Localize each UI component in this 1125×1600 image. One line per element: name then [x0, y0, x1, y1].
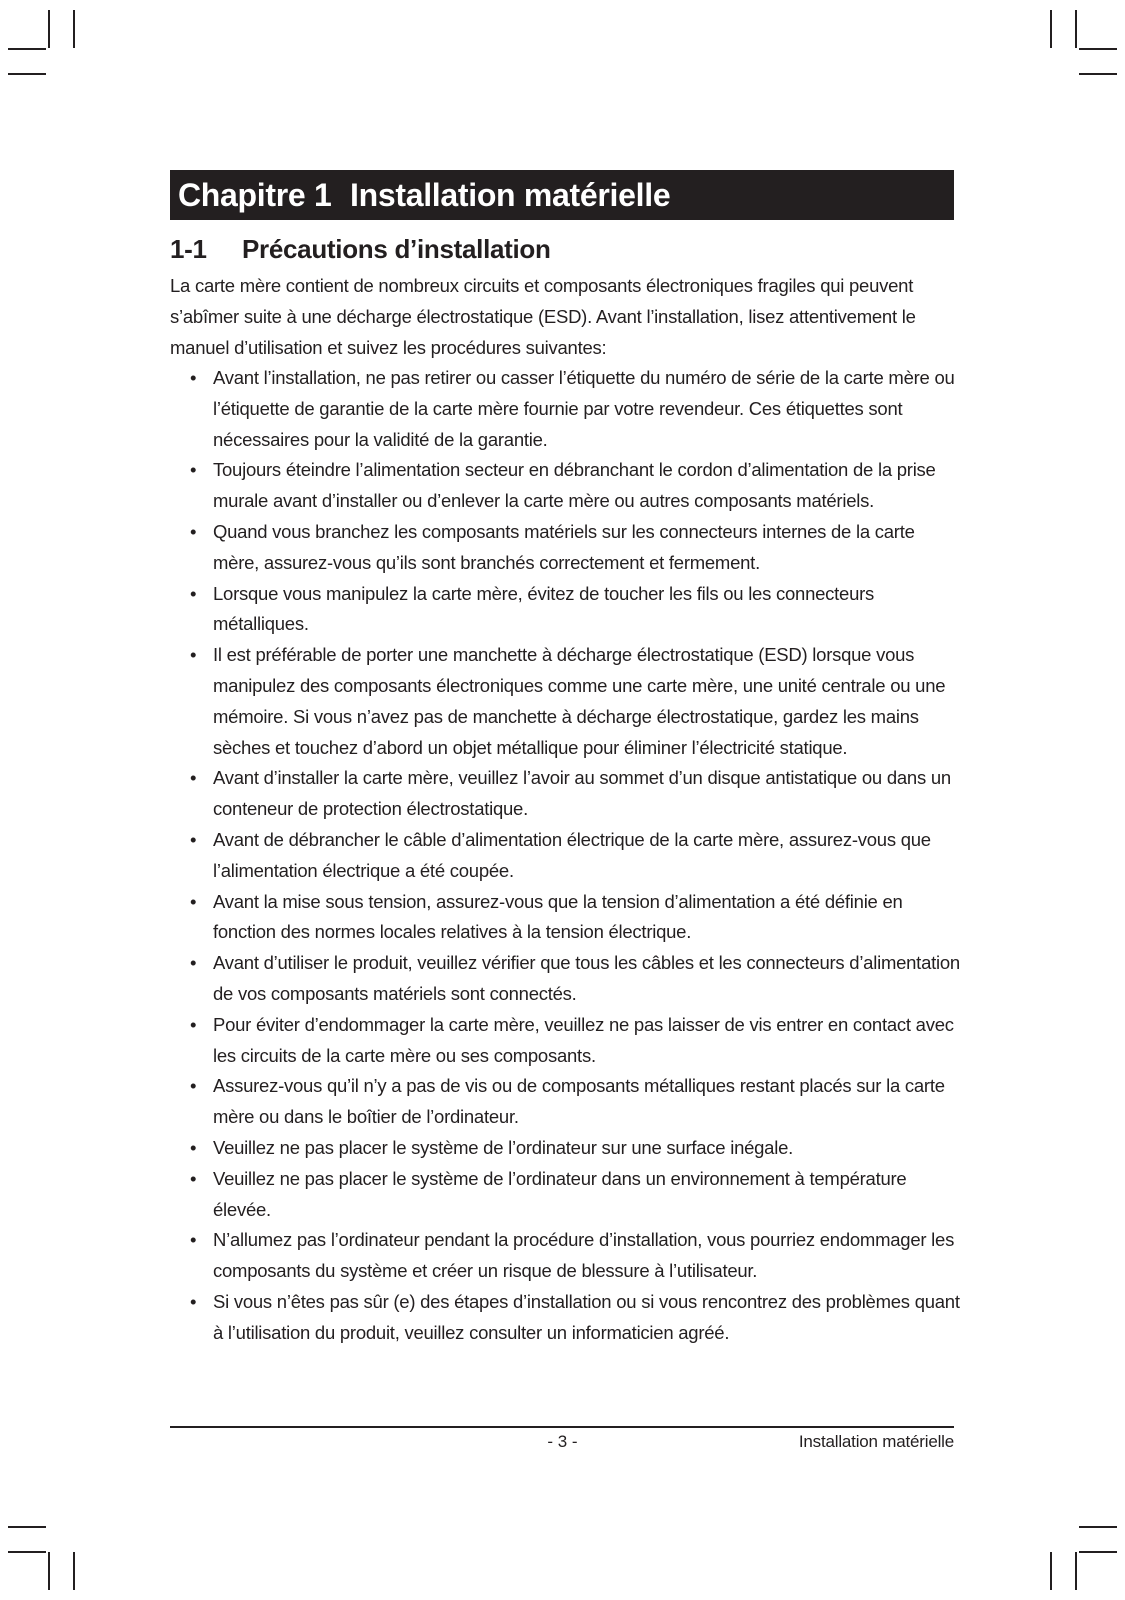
bullet-icon: •: [190, 520, 197, 542]
bullet-icon: •: [190, 1290, 197, 1312]
bullet-icon: •: [190, 1075, 197, 1097]
list-item-text: Assurez-vous qu’il n’y a pas de vis ou de composants métalliques restant placés sur la carte mère ou dans le boîtier de l’ordinateur.: [213, 1075, 945, 1128]
crop-mark: [73, 10, 75, 48]
bullet-icon: •: [190, 367, 197, 388]
list-item: [170, 1287, 960, 1349]
bullet-icon: •: [190, 890, 197, 912]
list-item-text: Avant de débrancher le câble d’alimentation électrique de la carte mère, assurez-vous que l’alimentation électrique a été coupée.: [213, 828, 931, 881]
footer-divider: [170, 1426, 954, 1428]
list-item: [170, 579, 960, 641]
list-item: [170, 825, 960, 887]
list-item: [170, 363, 960, 455]
chapter-number: Chapitre 1: [178, 176, 332, 213]
chapter-header: [170, 170, 954, 220]
bullet-icon: •: [190, 1229, 197, 1251]
bullet-icon: •: [190, 1167, 197, 1189]
crop-mark: [48, 1552, 50, 1590]
list-item: [170, 640, 960, 763]
bullet-icon: •: [190, 459, 197, 481]
bullet-icon: •: [190, 952, 197, 974]
list-item: [170, 1133, 960, 1164]
list-item-text: Quand vous branchez les composants matériels sur les connecteurs internes de la carte mère, assurez-vous qu’ils sont branchés correctement et fermement.: [213, 520, 915, 573]
list-item: [170, 517, 960, 579]
page-number: - 3 -: [547, 1432, 578, 1451]
chapter-title: Installation matérielle: [350, 176, 671, 213]
bullet-icon: •: [190, 1013, 197, 1035]
crop-mark: [1075, 1552, 1077, 1590]
list-item-text: Toujours éteindre l’alimentation secteur en débranchant le cordon d’alimentation de la prise murale avant d’installer ou d’enlever la carte mère ou autres composants matériels.: [213, 459, 936, 512]
section-title: Précautions d’installation: [242, 234, 551, 264]
crop-mark: [1079, 48, 1117, 50]
crop-mark: [8, 73, 46, 75]
list-item: [170, 887, 960, 949]
list-item-text: Avant d’installer la carte mère, veuillez l’avoir au sommet d’un disque antistatique ou dans un conteneur de protection électrostatique.: [213, 767, 951, 820]
crop-mark: [8, 1551, 46, 1553]
bullet-icon: •: [190, 828, 197, 850]
list-item: [170, 763, 960, 825]
section-number: 1-1: [170, 234, 207, 264]
list-item-text: Si vous n’êtes pas sûr (e) des étapes d’installation ou si vous rencontrez des problèmes quant à l’utilisation du produit, veuillez consulter un informaticien agréé.: [213, 1290, 960, 1343]
list-item-text: Il est préférable de porter une manchette à décharge électrostatique (ESD) lorsque vous manipulez des composants électroniques comme une carte mère, une unité centrale ou une mémoire. Si vous n’avez pas de manchette à décharge électrostatique, gardez les mains sèches et touchez d’abord un objet métallique pour éliminer l’électricité statique.: [213, 644, 946, 758]
crop-mark: [1079, 1526, 1117, 1528]
intro-paragraph: La carte mère contient de nombreux circuits et composants électroniques fragiles qui peuvent s’abîmer suite à une décharge électrostatique (ESD). Avant l’installation, lisez attentivement le manuel d’utilisation et suivez les procédures suivantes:: [170, 275, 916, 358]
list-item-text: Avant l’installation, ne pas retirer ou casser l’étiquette du numéro de série de la carte mère ou l’étiquette de garantie de la carte mère fournie par votre revendeur. Ces étiquettes sont nécessaires pour la validité de la garantie.: [213, 367, 955, 450]
list-item-text: N’allumez pas l’ordinateur pendant la procédure d’installation, vous pourriez endommager les composants du système et créer un risque de blessure à l’utilisateur.: [213, 1229, 955, 1282]
crop-mark: [1050, 10, 1052, 48]
section-heading: [170, 234, 551, 265]
crop-mark: [8, 1526, 46, 1528]
crop-mark: [48, 10, 50, 48]
bullet-icon: •: [190, 644, 197, 666]
crop-mark: [1079, 1551, 1117, 1553]
list-item-text: Pour éviter d’endommager la carte mère, veuillez ne pas laisser de vis entrer en contact avec les circuits de la carte mère ou ses composants.: [213, 1013, 954, 1066]
list-item: [170, 1225, 960, 1287]
list-item-text: Avant la mise sous tension, assurez-vous que la tension d’alimentation a été définie en fonction des normes locales relatives à la tension électrique.: [213, 890, 903, 943]
precautions-list: [170, 363, 960, 1349]
bullet-icon: •: [190, 1136, 197, 1158]
list-item: [170, 1010, 960, 1072]
list-item-text: Veuillez ne pas placer le système de l’ordinateur dans un environnement à température élevée.: [213, 1167, 907, 1220]
footer-running-title: Installation matérielle: [798, 1432, 954, 1451]
list-item-text: Lorsque vous manipulez la carte mère, évitez de toucher les fils ou les connecteurs métalliques.: [213, 582, 875, 635]
crop-mark: [73, 1552, 75, 1590]
list-item-text: Avant d’utiliser le produit, veuillez vérifier que tous les câbles et les connecteurs d’alimentation de vos composants matériels sont connectés.: [213, 952, 960, 1004]
crop-mark: [1079, 73, 1117, 75]
bullet-icon: •: [190, 582, 197, 604]
bullet-icon: •: [190, 767, 197, 789]
list-item: [170, 948, 960, 1010]
list-item: [170, 455, 960, 517]
list-item: [170, 1164, 960, 1226]
crop-mark: [1050, 1552, 1052, 1590]
list-item: [170, 1071, 960, 1133]
list-item-text: Veuillez ne pas placer le système de l’ordinateur sur une surface inégale.: [213, 1136, 794, 1158]
crop-mark: [1075, 10, 1077, 48]
crop-mark: [8, 48, 46, 50]
